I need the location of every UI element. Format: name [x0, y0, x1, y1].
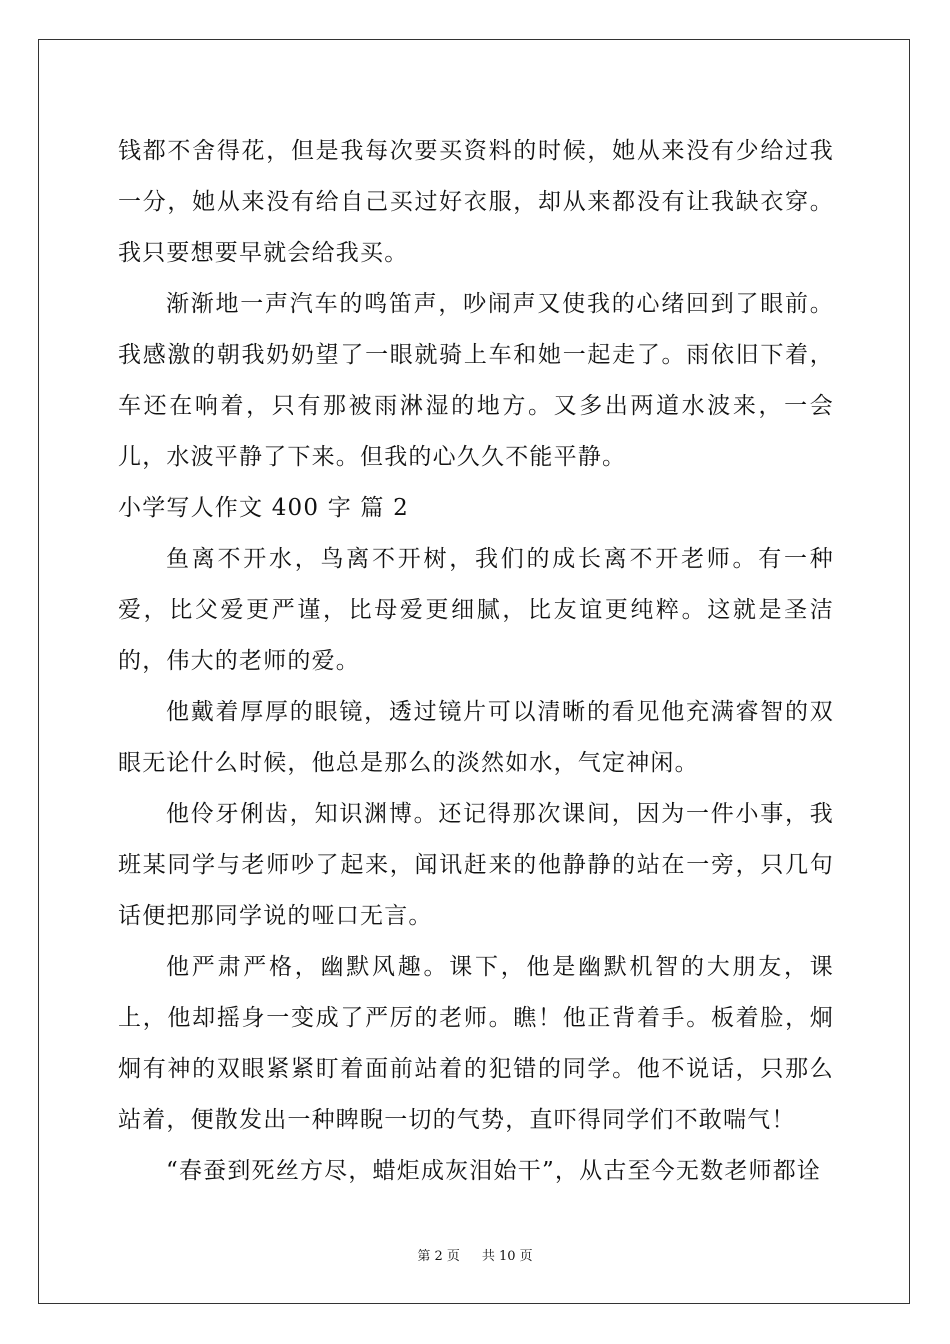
page-footer	[0, 1245, 950, 1264]
page-total: 共 10 页	[481, 1249, 533, 1264]
paragraph: 渐渐地一声汽车的鸣笛声，吵闹声又使我的心绪回到了眼前。我感激的朝我奶奶望了一眼就骑上车和她一起走了。雨依旧下着，车还在响着，只有那被雨淋湿的地方。又多出两道水波来，一会儿，水波平静了下来。但我的心久久不能平静。	[118, 291, 834, 470]
paragraph: 他戴着厚厚的眼镜，透过镜片可以清晰的看见他充满睿智的双眼无论什么时候，他总是那么的淡然如水，气定神闲。	[118, 699, 834, 776]
paragraph: 钱都不舍得花，但是我每次要买资料的时候，她从来没有少给过我一分，她从来没有给自己买过好衣服，却从来都没有让我缺衣穿。我只要想要早就会给我买。	[118, 138, 834, 266]
paragraph: 鱼离不开水，鸟离不开树，我们的成长离不开老师。有一种爱，比父爱更严谨，比母爱更细腻，比友谊更纯粹。这就是圣洁的，伟大的老师的爱。	[118, 546, 834, 674]
document-body	[118, 126, 834, 1197]
page-number: 第 2 页	[417, 1249, 460, 1264]
section-heading: 小学写人作文 400 字 篇 2	[118, 495, 409, 521]
paragraph: 他伶牙俐齿，知识渊博。还记得那次课间，因为一件小事，我班某同学与老师吵了起来，闻讯赶来的他静静的站在一旁，只几句话便把那同学说的哑口无言。	[118, 801, 834, 929]
paragraph: “春蚕到死丝方尽，蜡炬成灰泪始干”，从古至今无数老师都诠	[166, 1158, 822, 1184]
paragraph: 他严肃严格，幽默风趣。课下，他是幽默机智的大朋友，课上，他却摇身一变成了严厉的老师。瞧！他正背着手。板着脸，炯炯有神的双眼紧紧盯着面前站着的犯错的同学。他不说话，只那么站着，便散发出一种睥睨一切的气势，直吓得同学们不敢喘气！	[118, 954, 834, 1133]
